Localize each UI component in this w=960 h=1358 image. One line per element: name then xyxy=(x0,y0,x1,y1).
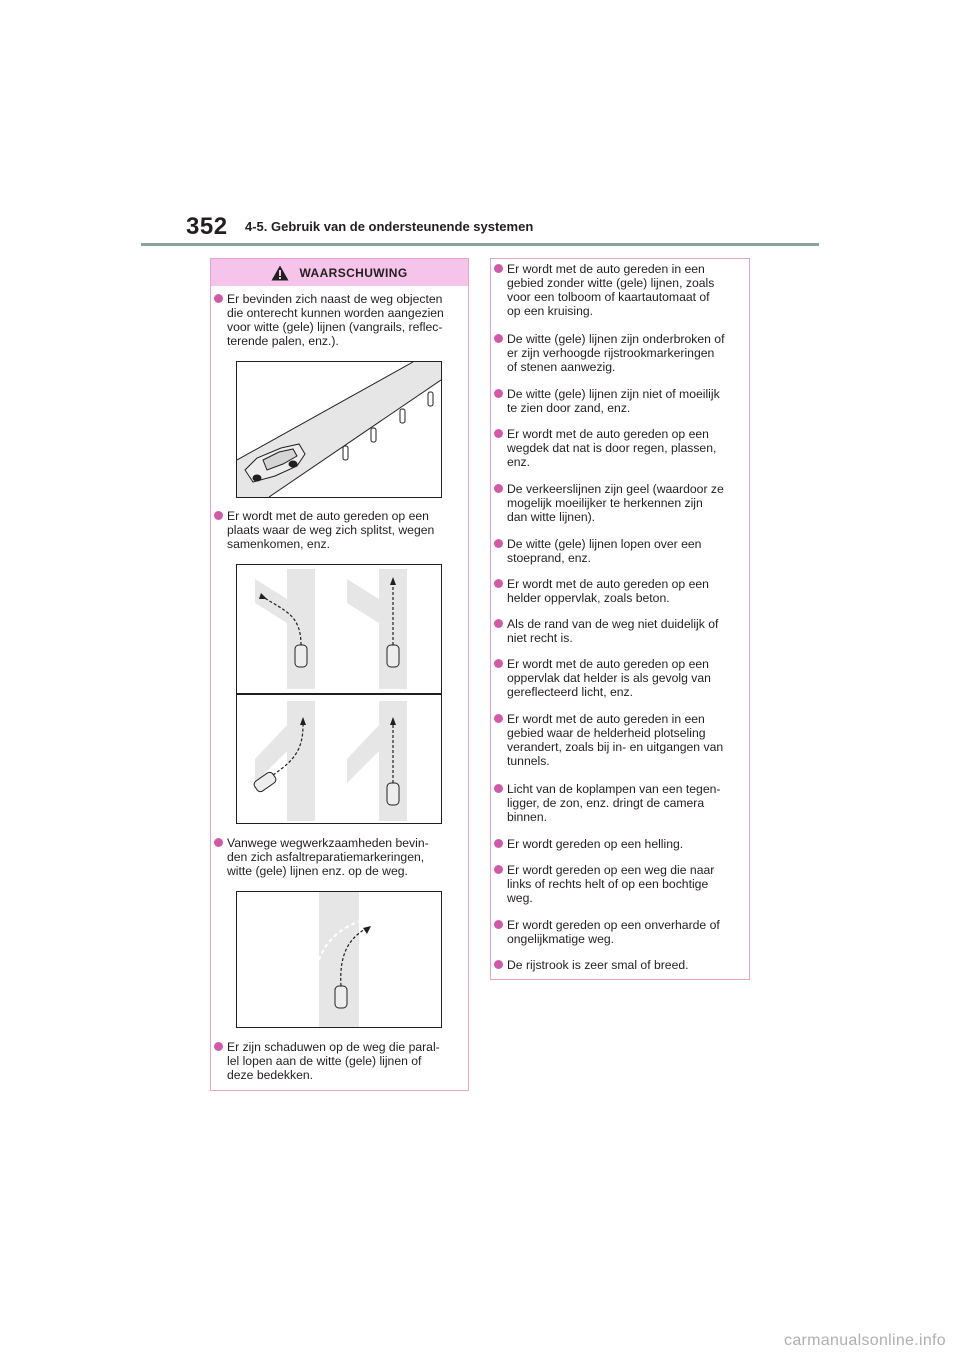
figure-road-split-merge xyxy=(236,564,442,824)
section-title: 4-5. Gebruik van de ondersteunende systemen xyxy=(245,219,534,234)
bullet-dot-icon xyxy=(494,389,503,398)
condition-item: Er wordt met de auto gereden op een oppervlak dat helder is als gevolg van gereflecteerd licht, enz. xyxy=(494,657,746,699)
bullet-dot-icon xyxy=(494,960,503,969)
bullet-dot-icon xyxy=(494,484,503,493)
warning-title: WAARSCHUWING xyxy=(299,265,408,280)
warning-item: Er bevinden zich naast de weg objecten die onterecht kunnen worden aangezien voor witte (gele) lijnen (vangrails, reflec- terende palen, enz.). xyxy=(214,292,464,348)
bullet-dot-icon xyxy=(494,784,503,793)
warning-item: Er wordt met de auto gereden op een plaats waar de weg zich splitst, wegen samenkomen, enz. xyxy=(214,509,464,551)
road-split-merge-illustration xyxy=(237,565,441,823)
condition-item: Er wordt met de auto gereden in een gebied waar de helderheid plotseling verandert, zoals bij in- en uitgangen van tunnels. xyxy=(494,712,746,768)
header-rule xyxy=(141,243,819,246)
condition-item: Licht van de koplampen van een tegen- ligger, de zon, enz. dringt de camera binnen. xyxy=(494,782,746,824)
reflector-posts-illustration xyxy=(237,362,441,497)
bullet-dot-icon xyxy=(214,838,223,847)
bullet-dot-icon xyxy=(214,511,223,520)
condition-item: Er wordt gereden op een helling. xyxy=(494,837,746,851)
condition-item: De verkeerslijnen zijn geel (waardoor ze mogelijk moeilijker te herkennen zijn dan witte lijnen). xyxy=(494,482,746,524)
bullet-dot-icon xyxy=(494,659,503,668)
warning-header xyxy=(211,259,468,286)
bullet-dot-icon xyxy=(494,539,503,548)
bullet-dot-icon xyxy=(494,579,503,588)
bullet-dot-icon xyxy=(494,920,503,929)
figure-repair-markings xyxy=(236,891,442,1028)
figure-reflector-posts xyxy=(236,361,442,498)
bullet-dot-icon xyxy=(494,334,503,343)
bullet-dot-icon xyxy=(494,429,503,438)
bullet-dot-icon xyxy=(494,839,503,848)
warning-item: Vanwege wegwerkzaamheden bevin- den zich asfaltreparatiemarkeringen, witte (gele) lijnen enz. op de weg. xyxy=(214,836,464,878)
condition-item: Er wordt met de auto gereden op een helder oppervlak, zoals beton. xyxy=(494,577,746,605)
repair-markings-illustration xyxy=(237,892,441,1027)
warning-item: Er zijn schaduwen op de weg die paral- lel lopen aan de witte (gele) lijnen of deze bedekken. xyxy=(214,1040,464,1082)
warning-triangle-icon xyxy=(271,265,289,281)
condition-item: De witte (gele) lijnen lopen over een stoeprand, enz. xyxy=(494,537,746,565)
watermark: carmanualsonline.info xyxy=(784,1332,946,1349)
bullet-dot-icon xyxy=(494,865,503,874)
condition-item: De witte (gele) lijnen zijn onderbroken of er zijn verhoogde rijstrookmarkeringen of stenen aanwezig. xyxy=(494,332,746,374)
page-number: 352 xyxy=(186,213,228,240)
condition-item: Als de rand van de weg niet duidelijk of niet recht is. xyxy=(494,617,746,645)
bullet-dot-icon xyxy=(214,294,223,303)
bullet-dot-icon xyxy=(214,1042,223,1051)
condition-item: Er wordt gereden op een weg die naar links of rechts helt of op een bochtige weg. xyxy=(494,863,746,905)
condition-item: De witte (gele) lijnen zijn niet of moeilijk te zien door zand, enz. xyxy=(494,387,746,415)
bullet-dot-icon xyxy=(494,264,503,273)
condition-item: Er wordt met de auto gereden in een gebied zonder witte (gele) lijnen, zoals voor een tolboom of kaartautomaat of op een kruising. xyxy=(494,262,746,318)
bullet-dot-icon xyxy=(494,619,503,628)
condition-item: De rijstrook is zeer smal of breed. xyxy=(494,958,746,972)
condition-item: Er wordt met de auto gereden op een wegdek dat nat is door regen, plassen, enz. xyxy=(494,427,746,469)
bullet-dot-icon xyxy=(494,714,503,723)
condition-item: Er wordt gereden op een onverharde of ongelijkmatige weg. xyxy=(494,918,746,946)
